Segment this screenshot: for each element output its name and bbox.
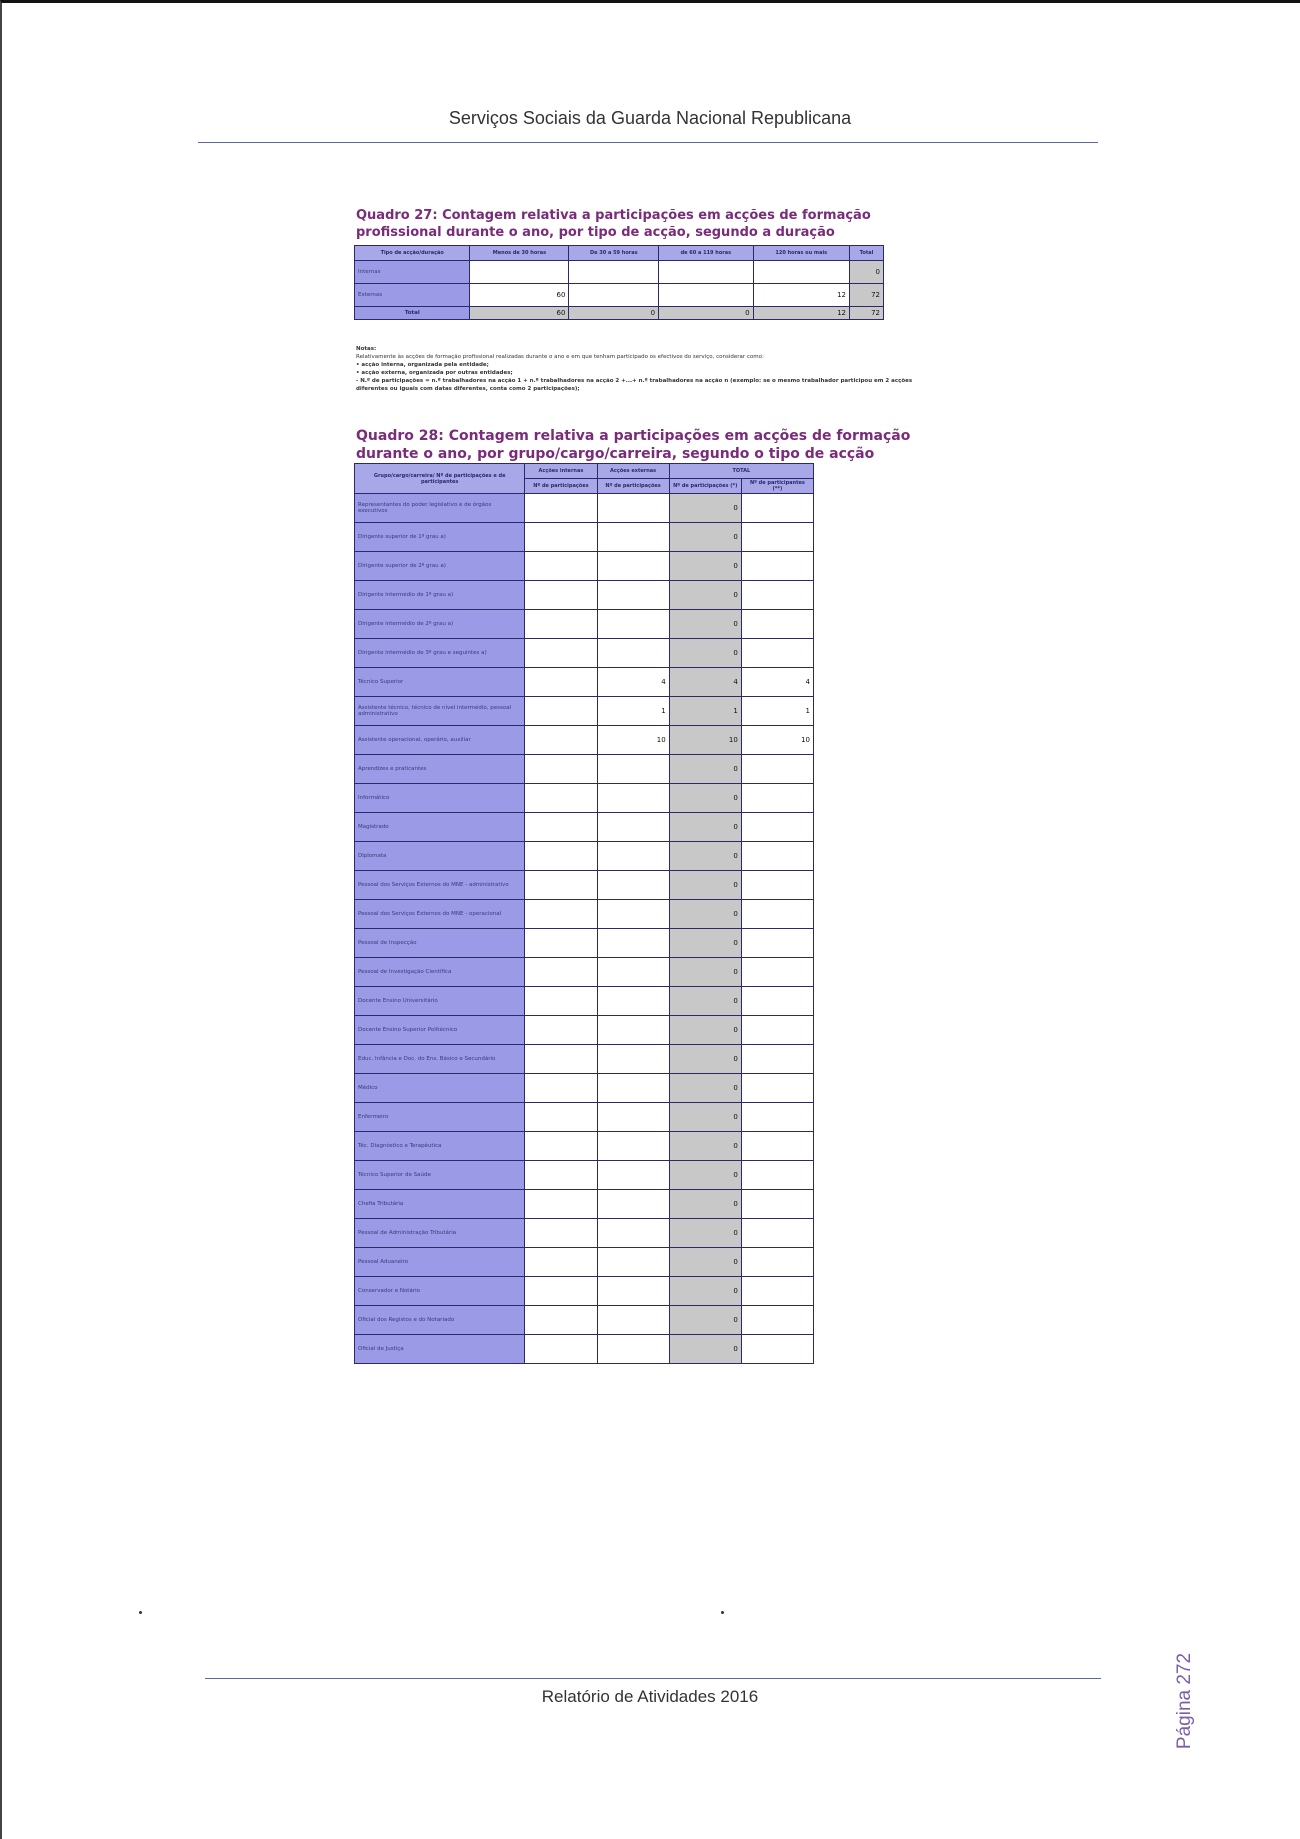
q28-cell-external <box>597 1219 669 1248</box>
table-row <box>355 494 814 523</box>
q28-row-label: Docente Ensino Superior Politécnico <box>355 1016 525 1045</box>
q28-cell-external <box>597 1306 669 1335</box>
q28-cell-total: 0 <box>669 1074 741 1103</box>
q28-cell-internal <box>525 726 597 755</box>
notes-line-2: • acção interna, organizada pela entidade; <box>356 362 489 368</box>
table-row <box>355 1103 814 1132</box>
q28-cell-participants <box>741 1219 813 1248</box>
table-row <box>355 1190 814 1219</box>
q28-row-label: Pessoal de Inspecção <box>355 929 525 958</box>
q28-cell-internal <box>525 1335 597 1364</box>
q28-cell-internal <box>525 1074 597 1103</box>
q28-cell-external <box>597 1045 669 1074</box>
q28-cell-external <box>597 1074 669 1103</box>
table-row <box>355 1132 814 1161</box>
q28-cell-total: 10 <box>669 726 741 755</box>
q27-total-label: Total <box>355 307 470 320</box>
table-row <box>355 1248 814 1277</box>
q28-cell-external <box>597 1016 669 1045</box>
q28-row-label: Técnico Superior <box>355 668 525 697</box>
table-row <box>355 755 814 784</box>
q28-cell-internal <box>525 668 597 697</box>
q28-cell-external <box>597 987 669 1016</box>
table-row <box>355 697 814 726</box>
q28-cell-external <box>597 871 669 900</box>
q28-group-external: Acções externas <box>597 464 669 479</box>
q28-cell-total: 0 <box>669 900 741 929</box>
q28-group-total: TOTAL <box>669 464 813 479</box>
q28-row-label: Conservador e Notário <box>355 1277 525 1306</box>
q28-cell-total: 0 <box>669 1132 741 1161</box>
q28-cell-internal <box>525 1219 597 1248</box>
table-row <box>355 523 814 552</box>
q27-total-row <box>355 307 884 320</box>
q28-cell-internal <box>525 1248 597 1277</box>
q28-sub-int: Nº de participações <box>525 479 597 494</box>
q28-cell-total: 0 <box>669 842 741 871</box>
page-number-text: Página 272 <box>1174 1652 1195 1750</box>
q27-cell: 12 <box>753 284 849 307</box>
q28-row-label: Diplomata <box>355 842 525 871</box>
table-row <box>355 1306 814 1335</box>
table-row <box>355 1277 814 1306</box>
q28-cell-internal <box>525 871 597 900</box>
table-row <box>355 1045 814 1074</box>
q27-row-total: 0 <box>850 261 884 284</box>
q28-row-label: Assistente operacional, operário, auxiliar <box>355 726 525 755</box>
q28-cell-participants <box>741 1277 813 1306</box>
q28-cell-internal <box>525 1306 597 1335</box>
q28-row-label: Médico <box>355 1074 525 1103</box>
q28-row-label: Chefia Tributária <box>355 1190 525 1219</box>
q28-cell-participants <box>741 1045 813 1074</box>
q28-cell-participants <box>741 552 813 581</box>
q28-row-label: Educ. Infância e Doc. do Ens. Básico e Secundário <box>355 1045 525 1074</box>
q28-table <box>354 463 814 1364</box>
q27-col-header: Tipo de acção/duração <box>355 246 470 261</box>
q28-cell-external <box>597 1161 669 1190</box>
notes-block <box>356 345 936 393</box>
q28-cell-participants <box>741 1335 813 1364</box>
q27-cell <box>470 261 569 284</box>
q28-cell-internal <box>525 755 597 784</box>
q28-cell-internal <box>525 639 597 668</box>
table-row <box>355 958 814 987</box>
q27-col-header: De 30 a 59 horas <box>569 246 659 261</box>
q28-cell-internal <box>525 813 597 842</box>
q28-cell-participants <box>741 842 813 871</box>
q28-cell-external <box>597 1335 669 1364</box>
q27-row-label: Internas <box>355 261 470 284</box>
q28-cell-internal <box>525 929 597 958</box>
q27-cell <box>569 284 659 307</box>
q27-col-header: de 60 a 119 horas <box>659 246 753 261</box>
q28-cell-participants <box>741 639 813 668</box>
q28-cell-total: 0 <box>669 1161 741 1190</box>
q28-cell-participants <box>741 1248 813 1277</box>
table-row <box>355 668 814 697</box>
q28-cell-external <box>597 813 669 842</box>
q27-cell <box>659 261 753 284</box>
q28-cell-internal <box>525 1277 597 1306</box>
table-row <box>355 900 814 929</box>
q28-cell-total: 0 <box>669 523 741 552</box>
page-footer-title: Relatório de Atividades 2016 <box>541 1687 759 1706</box>
q28-cell-external <box>597 842 669 871</box>
q28-cell-external: 1 <box>597 697 669 726</box>
q27-body <box>355 261 884 320</box>
q28-cell-external <box>597 784 669 813</box>
table-row <box>355 261 884 284</box>
q28-row-label: Dirigente intermédio de 3º grau e seguintes a) <box>355 639 525 668</box>
q28-cell-external <box>597 581 669 610</box>
q27-cell <box>753 261 849 284</box>
table-row <box>355 581 814 610</box>
q28-cell-internal <box>525 958 597 987</box>
table-row <box>355 284 884 307</box>
q27-row-label: Externas <box>355 284 470 307</box>
q28-cell-participants <box>741 1074 813 1103</box>
table-row <box>355 726 814 755</box>
q28-cell-participants <box>741 1306 813 1335</box>
q28-cell-total: 0 <box>669 1335 741 1364</box>
q28-row-label: Pessoal de Administração Tributária <box>355 1219 525 1248</box>
q28-cell-internal <box>525 1045 597 1074</box>
q27-col-header: 120 horas ou mais <box>753 246 849 261</box>
q28-cell-total: 0 <box>669 871 741 900</box>
q28-cell-external <box>597 494 669 523</box>
table-row <box>355 552 814 581</box>
q28-cell-internal <box>525 784 597 813</box>
q28-cell-participants: 10 <box>741 726 813 755</box>
q28-cell-total: 4 <box>669 668 741 697</box>
q28-row-label: Informático <box>355 784 525 813</box>
q28-cell-internal <box>525 523 597 552</box>
q28-cell-total: 0 <box>669 784 741 813</box>
q28-cell-external <box>597 755 669 784</box>
table-row <box>355 871 814 900</box>
q28-row-label: Assistente técnico, técnico de nível intermédio, pessoal administrativo <box>355 697 525 726</box>
table-row <box>355 813 814 842</box>
q28-cell-participants <box>741 958 813 987</box>
q28-cell-participants: 4 <box>741 668 813 697</box>
q27-grand-total: 72 <box>850 307 884 320</box>
q28-cell-total: 0 <box>669 1277 741 1306</box>
q28-cell-total: 0 <box>669 494 741 523</box>
q28-cell-total: 0 <box>669 1103 741 1132</box>
q28-cell-participants <box>741 929 813 958</box>
q28-sub-tot: Nº de participações (*) <box>669 479 741 494</box>
q28-cell-internal <box>525 610 597 639</box>
table-row <box>355 1219 814 1248</box>
q27-caption: Quadro 27: Contagem relativa a participações em acções de formação profissional durante o ano, por tipo de acção, segundo a duração <box>356 208 871 240</box>
q28-cell-external <box>597 1248 669 1277</box>
q28-cell-participants: 1 <box>741 697 813 726</box>
q28-row-label: Enfermeiro <box>355 1103 525 1132</box>
q28-cell-total: 0 <box>669 1248 741 1277</box>
q28-row-label: Oficial de Justiça <box>355 1335 525 1364</box>
table-row <box>355 929 814 958</box>
q28-cell-participants <box>741 813 813 842</box>
q28-cell-internal <box>525 987 597 1016</box>
q28-group-internal: Acções internas <box>525 464 597 479</box>
q27-total-cell: 12 <box>753 307 849 320</box>
q28-cell-internal <box>525 900 597 929</box>
q28-cell-internal <box>525 697 597 726</box>
q27-header-row <box>355 246 884 261</box>
table-row <box>355 842 814 871</box>
q28-cell-participants <box>741 1161 813 1190</box>
q27-cell: 60 <box>470 284 569 307</box>
q27-col-header: Menos de 30 horas <box>470 246 569 261</box>
q28-cell-external: 4 <box>597 668 669 697</box>
table-row <box>355 610 814 639</box>
q28-cell-participants <box>741 987 813 1016</box>
q28-cell-external <box>597 610 669 639</box>
q28-cell-participants <box>741 523 813 552</box>
q28-cell-internal <box>525 1161 597 1190</box>
table-row <box>355 1074 814 1103</box>
q28-cell-participants <box>741 1132 813 1161</box>
q28-cell-total: 0 <box>669 581 741 610</box>
q28-cell-total: 0 <box>669 552 741 581</box>
q28-cell-external <box>597 523 669 552</box>
q28-cell-internal <box>525 494 597 523</box>
table-row <box>355 1161 814 1190</box>
q27-cell <box>659 284 753 307</box>
scan-dot <box>721 1611 724 1614</box>
q28-cell-participants <box>741 755 813 784</box>
q28-row-label: Aprendizes e praticantes <box>355 755 525 784</box>
q28-cell-total: 0 <box>669 987 741 1016</box>
q27-table <box>354 245 884 320</box>
notes-title: Notas: <box>356 346 377 352</box>
q28-cell-total: 0 <box>669 813 741 842</box>
q28-cell-participants <box>741 1190 813 1219</box>
table-row <box>355 639 814 668</box>
q28-cell-external <box>597 639 669 668</box>
q28-sub-part: Nº de participantes (**) <box>741 479 813 494</box>
q28-cell-total: 0 <box>669 1306 741 1335</box>
q28-cell-total: 0 <box>669 958 741 987</box>
q28-corner-header: Grupo/cargo/carreira/ Nº de participações e de participantes <box>355 464 525 494</box>
q28-cell-external <box>597 1103 669 1132</box>
q28-row-label: Oficial dos Registos e do Notariado <box>355 1306 525 1335</box>
notes-line-3: • acção externa, organizada por outras entidades; <box>356 370 513 376</box>
notes-line-4: - N.º de participações = n.º trabalhadores na acção 1 + n.º trabalhadores na acção 2 +...+ n.º trabalhadores na acção n (exemplo: se o mesmo trabalhador participou em 2 acções diferentes ou iguais com datas diferentes, conta como 2 participações); <box>356 378 913 392</box>
q28-cell-internal <box>525 581 597 610</box>
q28-row-label: Técnico Superior de Saúde <box>355 1161 525 1190</box>
q28-cell-external <box>597 900 669 929</box>
q28-group-header-row <box>355 464 814 479</box>
notes-line-1: Relativamente às acções de formação profissional realizadas durante o ano e em que tenham participado os efectivos do serviço, considerar como: <box>356 354 764 360</box>
q28-cell-total: 0 <box>669 610 741 639</box>
q28-cell-total: 0 <box>669 1045 741 1074</box>
q28-cell-total: 0 <box>669 1219 741 1248</box>
q28-sub-ext: Nº de participações <box>597 479 669 494</box>
q28-cell-total: 0 <box>669 1190 741 1219</box>
table-row <box>355 987 814 1016</box>
q28-cell-participants <box>741 900 813 929</box>
q27-col-header: Total <box>850 246 884 261</box>
q28-cell-external <box>597 958 669 987</box>
q28-cell-participants <box>741 494 813 523</box>
q28-row-label: Docente Ensino Universitário <box>355 987 525 1016</box>
q28-cell-external <box>597 1277 669 1306</box>
q28-cell-total: 0 <box>669 1016 741 1045</box>
q28-cell-external <box>597 1190 669 1219</box>
q28-row-label: Dirigente superior de 1º grau a) <box>355 523 525 552</box>
q28-cell-external: 10 <box>597 726 669 755</box>
header-divider <box>198 142 1098 143</box>
q28-cell-internal <box>525 842 597 871</box>
table-row <box>355 1016 814 1045</box>
q28-cell-total: 1 <box>669 697 741 726</box>
q28-row-label: Magistrado <box>355 813 525 842</box>
q28-cell-participants <box>741 610 813 639</box>
q28-row-label: Pessoal Aduaneiro <box>355 1248 525 1277</box>
q28-caption: Quadro 28: Contagem relativa a participações em acções de formação durante o ano, por grupo/cargo/carreira, segundo o tipo de acção <box>356 428 911 462</box>
q28-cell-participants <box>741 871 813 900</box>
q27-total-cell: 0 <box>569 307 659 320</box>
q28-row-label: Pessoal de Investigação Científica <box>355 958 525 987</box>
q28-cell-internal <box>525 552 597 581</box>
table-row <box>355 784 814 813</box>
q27-total-cell: 60 <box>470 307 569 320</box>
q27-total-cell: 0 <box>659 307 753 320</box>
q28-cell-total: 0 <box>669 639 741 668</box>
q28-cell-internal <box>525 1103 597 1132</box>
table-row <box>355 1335 814 1364</box>
q28-row-label: Dirigente intermédio de 2º grau a) <box>355 610 525 639</box>
q28-cell-participants <box>741 581 813 610</box>
footer-divider <box>205 1678 1101 1679</box>
q28-cell-internal <box>525 1190 597 1219</box>
q28-row-label: Dirigente intermédio de 1º grau a) <box>355 581 525 610</box>
q28-cell-total: 0 <box>669 929 741 958</box>
q28-cell-external <box>597 552 669 581</box>
q28-cell-participants <box>741 1103 813 1132</box>
q28-cell-total: 0 <box>669 755 741 784</box>
q28-row-label: Pessoal dos Serviços Externos do MNE - administrativo <box>355 871 525 900</box>
q28-cell-external <box>597 1132 669 1161</box>
q28-body <box>355 494 814 1364</box>
scan-dot <box>139 1611 142 1614</box>
q28-cell-participants <box>741 1016 813 1045</box>
q28-cell-external <box>597 929 669 958</box>
q28-row-label: Dirigente superior de 2º grau a) <box>355 552 525 581</box>
q28-cell-internal <box>525 1016 597 1045</box>
q27-row-total: 72 <box>850 284 884 307</box>
page-header-title: Serviços Sociais da Guarda Nacional Republicana <box>448 108 852 128</box>
q28-row-label: Pessoal dos Serviços Externos do MNE - operacional <box>355 900 525 929</box>
q28-row-label: Representantes do poder legislativo e de órgãos executivos <box>355 494 525 523</box>
q27-cell <box>569 261 659 284</box>
q28-row-label: Téc. Diagnóstico e Terapêutica <box>355 1132 525 1161</box>
q28-cell-participants <box>741 784 813 813</box>
q28-cell-internal <box>525 1132 597 1161</box>
